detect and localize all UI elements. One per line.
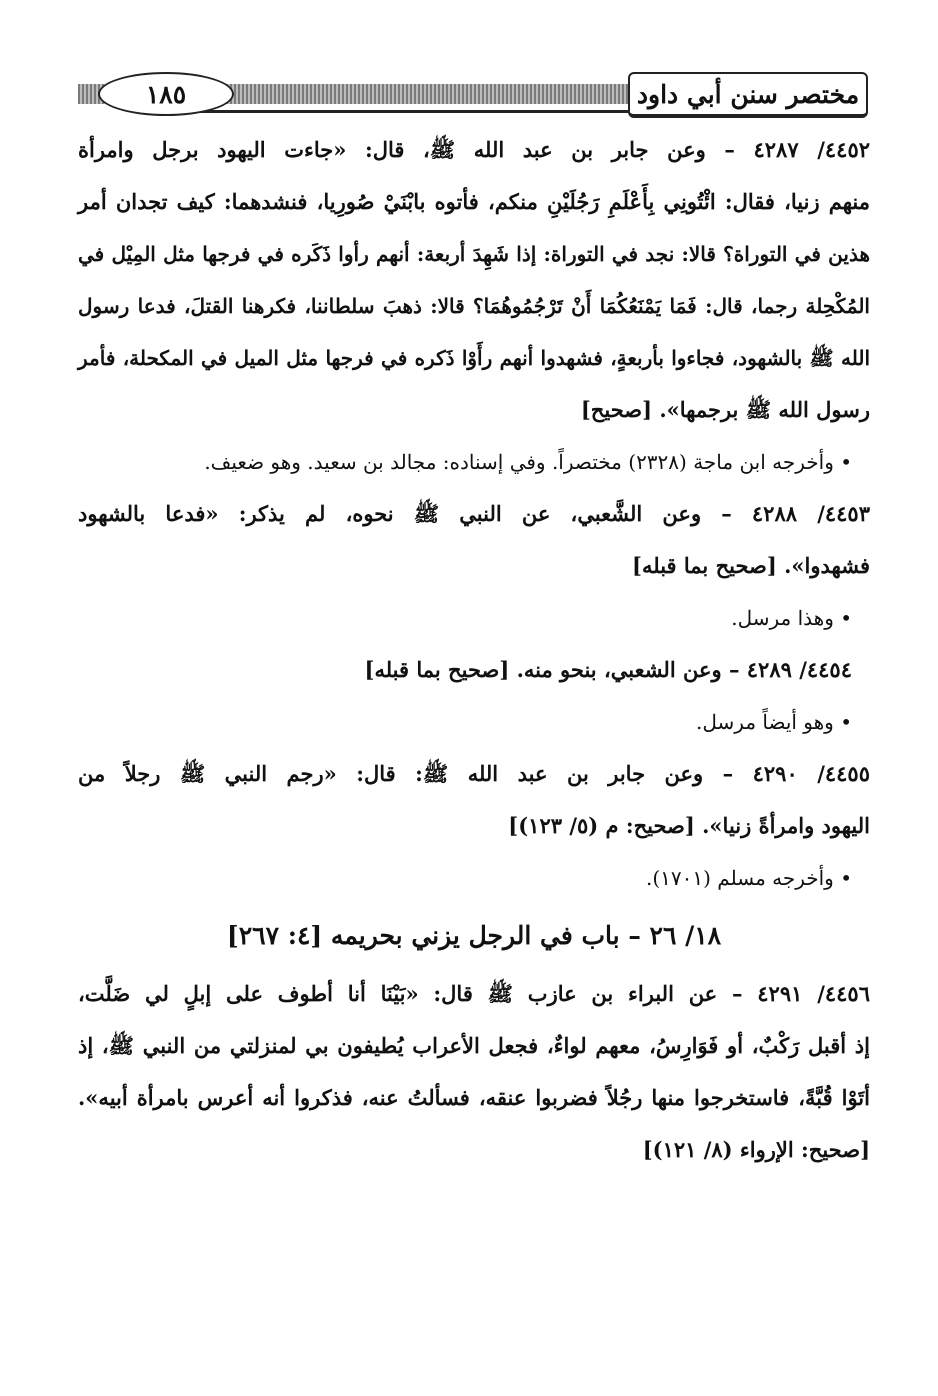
hadith-4456-line-3: أتَوْا قُبَّةً، فاستخرجوا منها رجُلاً فضربوا عنقه، فسألتُ عنه، فذكروا أنه أعرس بامرأة أبيه». bbox=[78, 1085, 870, 1110]
hadith-4454 bbox=[78, 644, 870, 748]
hadith-4455-line-1: ٤٤٥٥/ ٤٢٩٠ – وعن جابر بن عبد الله ﷺ: قال: «رجم النبي ﷺ رجلاً من bbox=[78, 761, 870, 786]
hadith-4453-note: • وهذا مرسل. bbox=[731, 606, 852, 630]
hadith-4456-line-1: ٤٤٥٦/ ٤٢٩١ – عن البراء بن عازب ﷺ قال: «بَيْنَا أنا أطوف على إبلٍ لي ضَلَّت، bbox=[78, 981, 870, 1006]
hadith-4454-note: • وهو أيضاً مرسل. bbox=[696, 710, 852, 734]
hadith-4455-note: • وأخرجه مسلم (١٧٠١). bbox=[646, 866, 852, 890]
chapter-heading: ١٨/ ٢٦ – باب في الرجل يزني بحريمه [٤: ٢٦٧] bbox=[226, 921, 722, 950]
page-header bbox=[78, 70, 868, 118]
hadith-4452-line-2: منهم زنيا، فقال: ائْتُونِي بِأَعْلَمِ رَجُلَيْنِ منكم، فأتوه بابْنَيْ صُورِيا، فنشدهما: كيف تجدان أمر bbox=[78, 189, 870, 214]
hadith-4456-line-2: إذ أقبل رَكْبٌ، أو فَوَارِسُ، معهم لواءٌ، فجعل الأعراب يُطيفون بي لمنزلتي من النبي ﷺ، إذ bbox=[78, 1033, 870, 1058]
hadith-4453-line-2: فشهدوا». [صحيح بما قبله] bbox=[632, 553, 870, 578]
page-number: ١٨٥ bbox=[98, 72, 234, 116]
hadith-4452-line-4: المُكْحِلة رجما، قال: فَمَا يَمْنَعُكُمَا أَنْ تَرْجُمُوهُمَا؟ قالا: ذهبَ سلطاننا، فكرهنا القتلَ، فدعا رسول bbox=[78, 294, 870, 318]
header-rule bbox=[168, 110, 638, 113]
hadith-4452-line-6: رسول الله ﷺ برجمها». [صحيح] bbox=[580, 397, 870, 422]
hadith-4456-line-4: [صحيح: الإرواء (٨/ ١٢١)] bbox=[642, 1137, 870, 1162]
book-title: مختصر سنن أبي داود bbox=[628, 72, 868, 118]
hadith-4452-line-3: هذين في التوراة؟ قالا: نجد في التوراة: إذا شَهِدَ أربعة: أنهم رأوا ذَكَره في فرجها مثل المِيْل في bbox=[78, 242, 871, 266]
hadith-4453 bbox=[78, 488, 870, 644]
hadith-4452 bbox=[78, 124, 870, 488]
hadith-4452-note: • وأخرجه ابن ماجة (٢٣٢٨) مختصراً. وفي إسناده: مجالد بن سعيد. وهو ضعيف. bbox=[204, 450, 852, 474]
hadith-4453-line-1: ٤٤٥٣/ ٤٢٨٨ – وعن الشَّعبي، عن النبي ﷺ نحوه، لم يذكر: «فدعا بالشهود bbox=[78, 501, 870, 526]
hadith-4455-line-2: اليهود وامرأةً زنيا». [صحيح: م (٥/ ١٢٣)] bbox=[508, 813, 870, 838]
hadith-4456 bbox=[78, 968, 870, 1176]
hadith-4454-line-1: ٤٤٥٤/ ٤٢٨٩ – وعن الشعبي، بنحو منه. [صحيح بما قبله] bbox=[364, 657, 852, 682]
page-body bbox=[78, 124, 870, 1176]
hadith-4452-line-5: الله ﷺ بالشهود، فجاءوا بأربعةٍ، فشهدوا أنهم رأَوْا ذَكره في فرجها مثل الميل في المكحلة، فأمر bbox=[78, 346, 870, 370]
hadith-4452-line-1: ٤٤٥٢/ ٤٢٨٧ – وعن جابر بن عبد الله ﷺ، قال: «جاءت اليهود برجل وامرأة bbox=[78, 137, 871, 162]
hadith-4455 bbox=[78, 748, 870, 904]
